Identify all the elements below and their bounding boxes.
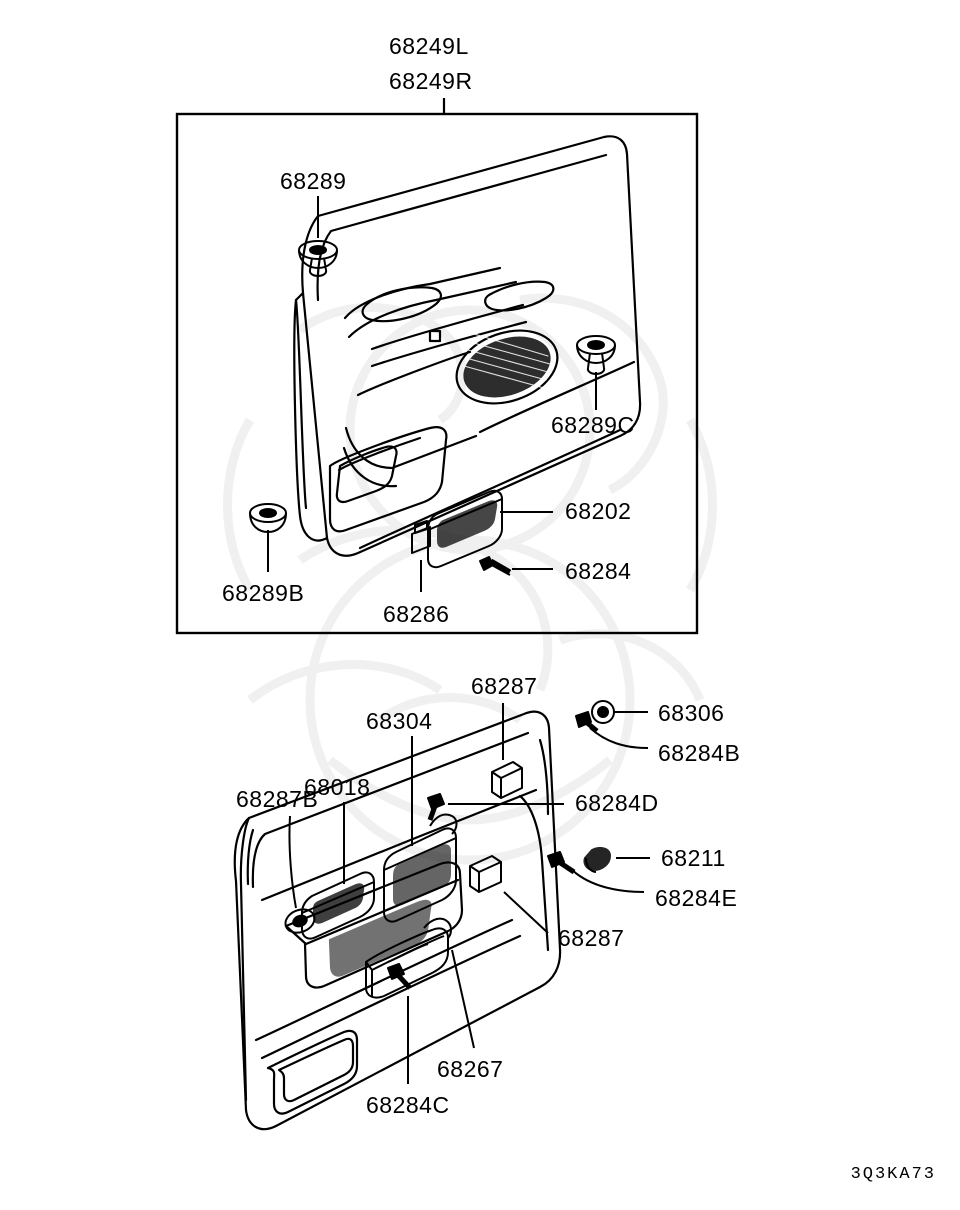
callout-68287-top: 68287 bbox=[471, 673, 538, 699]
callout-68267: 68267 bbox=[437, 1056, 504, 1082]
callout-68284: 68284 bbox=[565, 558, 632, 584]
callout-68284d: 68284D bbox=[575, 790, 659, 816]
callout-68304: 68304 bbox=[366, 708, 433, 734]
callout-68284b: 68284B bbox=[658, 740, 741, 766]
callout-68286: 68286 bbox=[383, 601, 450, 627]
callout-68211: 68211 bbox=[661, 845, 726, 871]
callout-68287-lower: 68287 bbox=[558, 925, 625, 951]
callout-68289: 68289 bbox=[280, 168, 347, 194]
callout-68306: 68306 bbox=[658, 700, 725, 726]
callout-68287b: 68287B bbox=[236, 786, 319, 812]
title-code-left: 68249L bbox=[389, 33, 469, 59]
callout-68018: 68018 bbox=[304, 774, 371, 800]
part-68287b-clip bbox=[282, 816, 318, 937]
sheet-code: 3Q3KA73 bbox=[850, 1165, 936, 1184]
part-68211-cap bbox=[584, 848, 650, 872]
callout-68202: 68202 bbox=[565, 498, 632, 524]
part-68306-grommet bbox=[592, 701, 648, 723]
callout-68289c: 68289C bbox=[551, 412, 635, 438]
callout-68284c: 68284C bbox=[366, 1092, 450, 1118]
callout-68289b: 68289B bbox=[222, 580, 305, 606]
title-code-right: 68249R bbox=[389, 68, 473, 94]
callout-68284e: 68284E bbox=[655, 885, 738, 911]
